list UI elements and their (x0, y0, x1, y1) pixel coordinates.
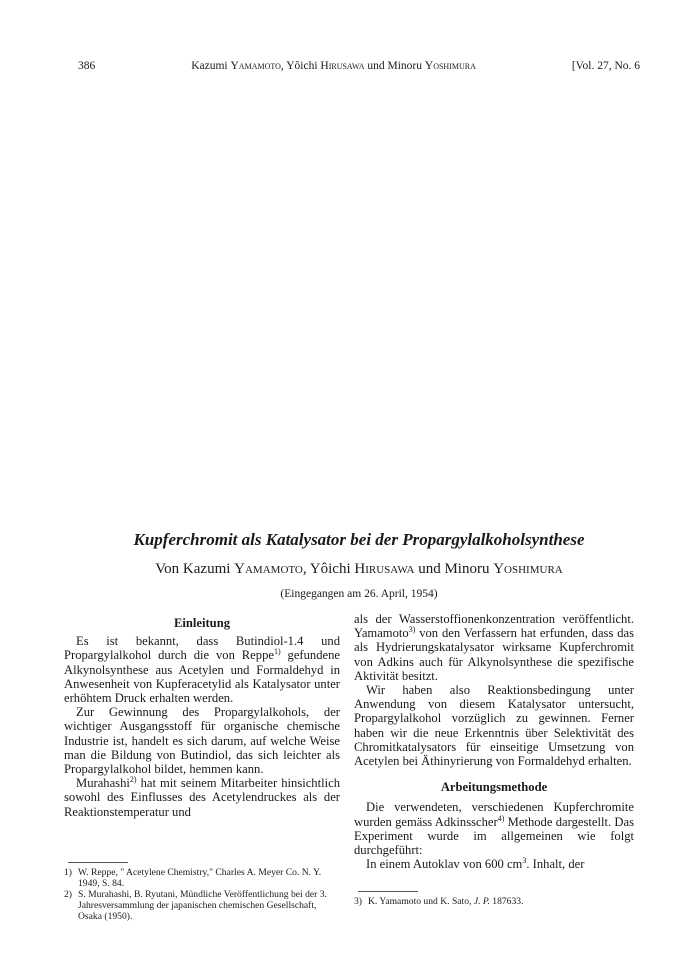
paragraph: Es ist bekannt, dass Butindiol-1.4 und Propargylalkohol durch die von Reppe$^{1)}$ gefundene Alkynolsynthese aus Acetylen und Formaldehyd in Anwesenheit von Kupferacetylid als Katalysator unter erhöhtem Druck erhalten werden. (64, 634, 340, 706)
running-header-authors: Kazumi Yamamoto, Yôichi Hirusawa und Minoru Yoshimura (191, 60, 476, 72)
paragraph: Die verwendeten, verschiedenen Kupferchromite wurden gemäss Adkinsscher$^{4)}$ Methode dargestellt. Das Experiment wurde im allgemeinen wie folgt durchgeführt: (354, 800, 634, 858)
paragraph: Wir haben also Reaktionsbedingung unter Anwendung von diesem Katalysator untersucht, Propargylalkohol vorzüglich zu gewinnen. Ferner haben wir die neue Erkenntnis über Selektivität des Chromitkatalysators für einseitige Umsetzung von Acetylen bei Äthinyrierung von Formaldehyd erhalten. (354, 683, 634, 769)
paragraph: Murahashi$^{2)}$ hat mit seinem Mitarbeiter hinsichtlich sowohl des Einflusses des Acetylendruckes als der Reaktionstemperatur und (64, 775, 340, 819)
received-date: (Eingegangen am 26. April, 1954) (280, 588, 438, 600)
footnote: 2) S. Murahashi, B. Ryutani, Mündliche Veröffentlichung bei der 3. Jahresversammlung der japanischen chemischen Gesellschaft, Osaka (1950). (64, 889, 327, 922)
footnote: 3) K. Yamamoto und K. Sato, J. P. 187633. (354, 896, 524, 907)
article-byline: Von Kazumi Yamamoto, Yôichi Hirusawa und Minoru Yoshimura (155, 561, 563, 577)
paragraph: In einem Autoklav von 600 $cm^3$. Inhalt, der (366, 856, 585, 872)
left-column (64, 612, 340, 819)
section-heading-einleitung: Einleitung (174, 616, 230, 630)
footnote-divider (68, 862, 128, 863)
footnotes-left (64, 853, 340, 922)
footnote: 1) W. Reppe, " Acetylene Chemistry," Charles A. Meyer Co. N. Y. 1949, S. 84. (64, 867, 322, 889)
running-header (78, 60, 640, 72)
footnote-divider (358, 891, 418, 892)
right-column (354, 612, 634, 871)
article-title: Kupferchromit als Katalysator bei der Propargylalkoholsynthese (133, 530, 585, 549)
paragraph: als der Wasserstoffionenkonzentration veröffentlicht. Yamamoto$^{3)}$ von den Verfassern hat erfunden, dass das als Hydrierungskatalysator wirksame Kupferchromit von Adkins auch für Alkynolsynthese die spezifische Aktivität besitzt. (354, 612, 634, 683)
footnotes-right (354, 882, 634, 907)
volume-info: [Vol. 27, No. 6 (571, 60, 640, 72)
section-heading-arbeitungsmethode: Arbeitungsmethode (440, 780, 548, 795)
paragraph: Zur Gewinnung des Propargylalkohols, der wichtiger Ausgangsstoff für organische chemische Industrie ist, handelt es sich darum, auf welche Weise man die Bildung von Butindiol, das sich leichter als Propargylalkohol bildet, hemmen kann. (64, 705, 340, 777)
page-number: 386 (78, 60, 96, 72)
